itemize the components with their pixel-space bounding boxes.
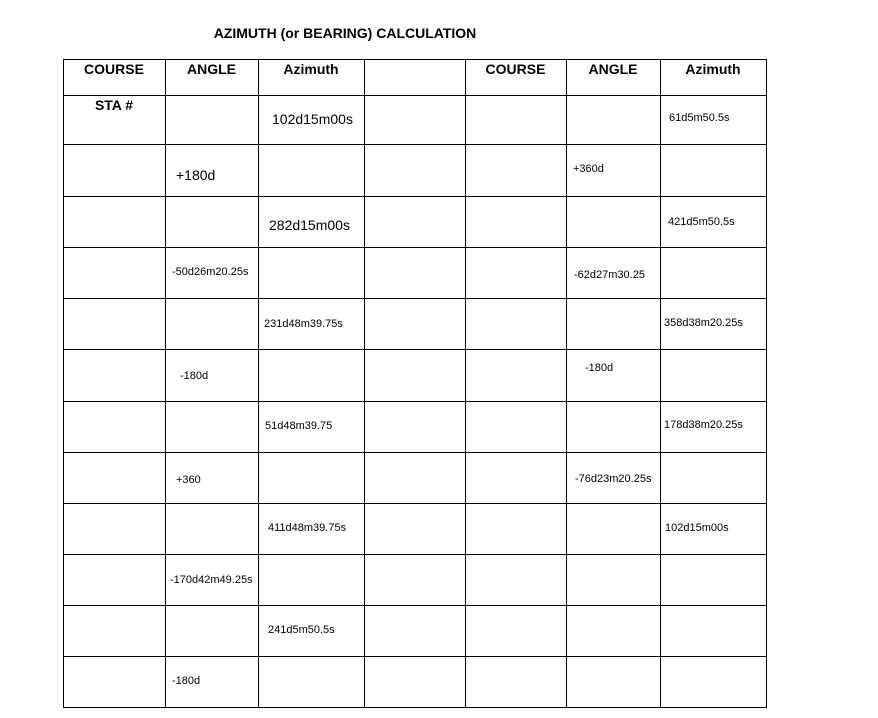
table-border-bottom — [63, 707, 767, 708]
right-azimuth-cell: 421d5m50.5s — [668, 216, 735, 228]
left-angle-cell: -170d42m49.25s — [170, 574, 253, 586]
header-course-left: COURSE — [84, 61, 144, 77]
left-azimuth-cell: 231d48m39.75s — [264, 318, 343, 330]
table-border-top — [63, 59, 767, 60]
column-divider — [566, 59, 567, 708]
column-divider — [165, 59, 166, 708]
header-azimuth-right: Azimuth — [685, 61, 741, 77]
header-course-right: COURSE — [485, 61, 546, 77]
right-azimuth-cell: 102d15m00s — [665, 522, 729, 534]
left-angle-cell: +360 — [176, 474, 201, 486]
header-angle-left: ANGLE — [187, 61, 236, 77]
left-azimuth-cell: 411d48m39.75s — [268, 522, 347, 534]
right-azimuth-cell: 358d38m20.25s — [664, 317, 743, 329]
left-azimuth-cell: 102d15m00s — [272, 111, 353, 127]
column-divider — [258, 59, 259, 708]
right-angle-cell: -62d27m30.25 — [574, 269, 645, 281]
column-divider — [766, 59, 767, 708]
right-azimuth-cell: 178d38m20.25s — [664, 419, 743, 431]
right-azimuth-cell: 61d5m50.5s — [669, 112, 730, 124]
row-divider — [63, 349, 767, 350]
header-divider — [63, 95, 767, 96]
column-divider — [465, 59, 466, 708]
column-divider — [660, 59, 661, 708]
right-angle-cell: +360d — [573, 163, 604, 175]
row-divider — [63, 247, 767, 248]
left-azimuth-cell: 51d48m39.75 — [265, 420, 333, 432]
left-azimuth-cell: 282d15m00s — [269, 217, 350, 233]
sta-label: STA # — [94, 97, 134, 113]
row-divider — [63, 656, 767, 657]
row-divider — [63, 196, 767, 197]
right-angle-cell: -76d23m20.25s — [575, 473, 652, 485]
row-divider — [63, 298, 767, 299]
left-angle-cell: +180d — [176, 167, 216, 183]
left-angle-cell: -180d — [180, 370, 209, 382]
row-divider — [63, 554, 767, 555]
left-angle-cell: -180d — [172, 675, 201, 687]
left-azimuth-cell: 241d5m50.5s — [268, 624, 335, 636]
page-title: AZIMUTH (or BEARING) CALCULATION — [213, 25, 477, 41]
row-divider — [63, 452, 767, 453]
column-divider — [364, 59, 365, 708]
row-divider — [63, 605, 767, 606]
row-divider — [63, 503, 767, 504]
right-angle-cell: -180d — [585, 362, 614, 374]
row-divider — [63, 144, 767, 145]
row-divider — [63, 401, 767, 402]
column-divider — [63, 59, 64, 708]
left-angle-cell: -50d26m20.25s — [172, 266, 249, 278]
header-angle-right: ANGLE — [588, 61, 638, 77]
header-azimuth-left: Azimuth — [283, 61, 339, 77]
